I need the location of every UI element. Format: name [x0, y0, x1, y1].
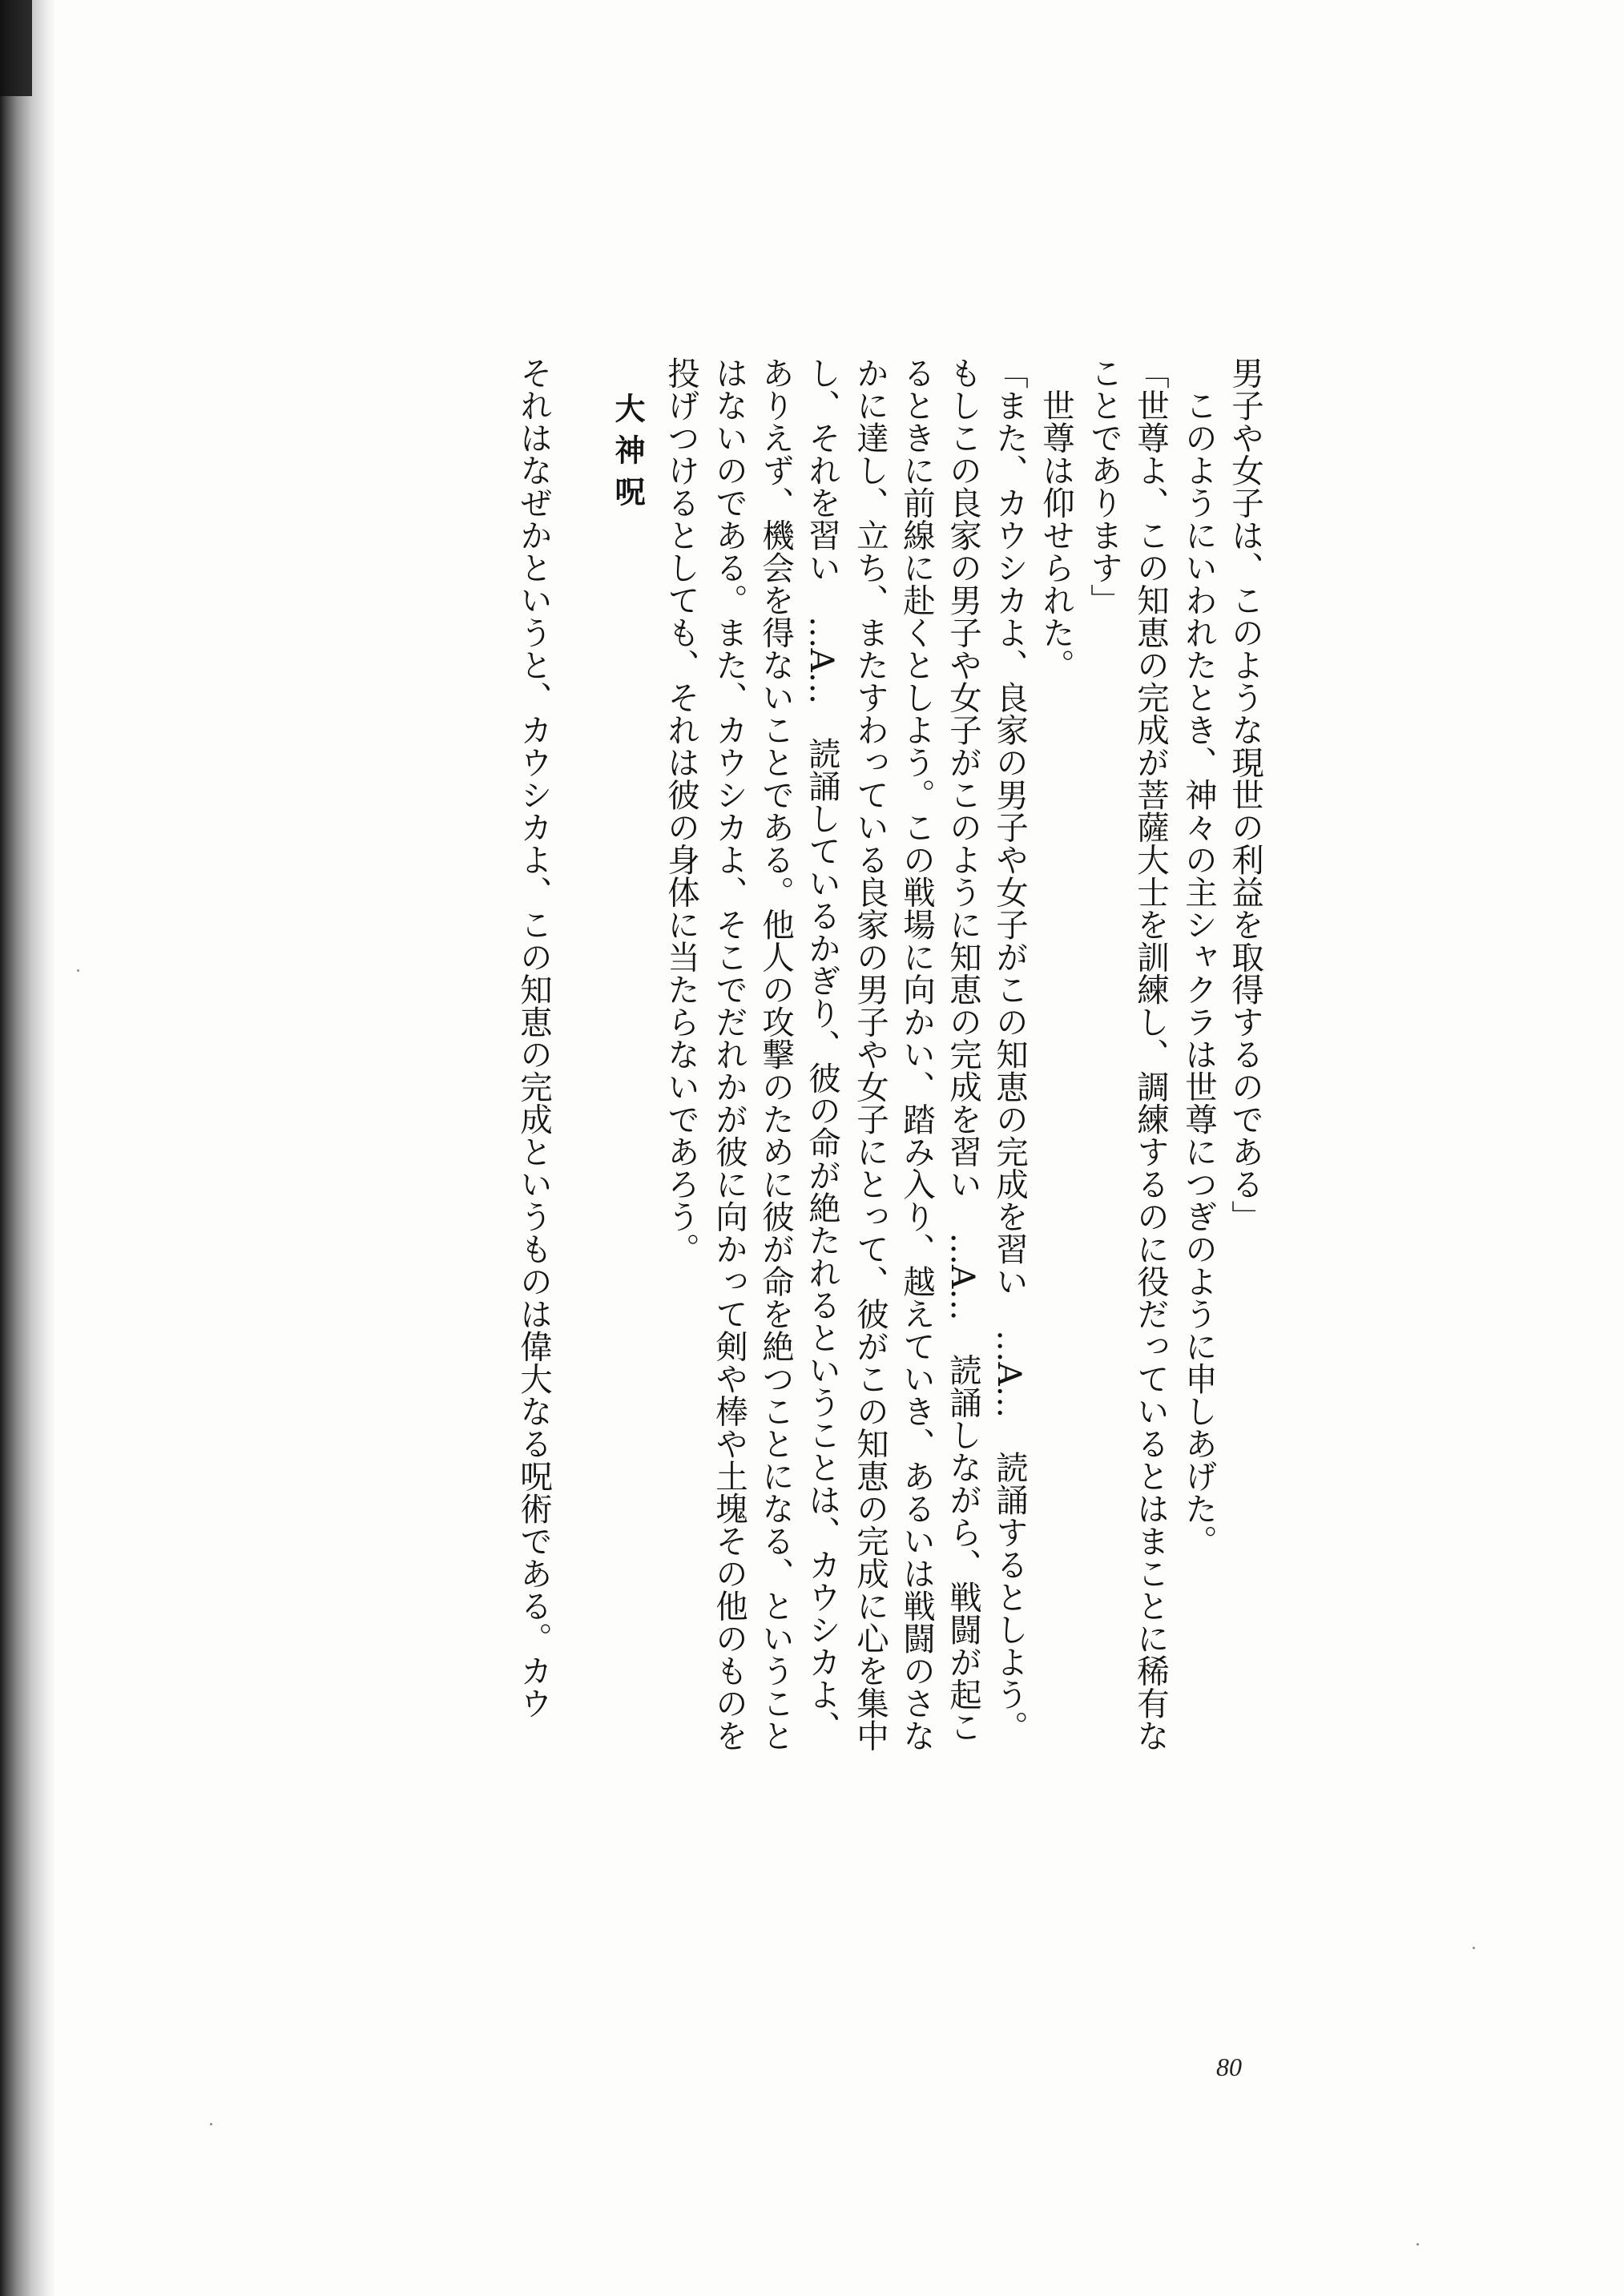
section-heading: 大神呪 — [610, 393, 645, 518]
text-column-7: もしこの良家の男子や女子がこのように知恵の完成を習い …A… 読誦しながら、戦闘が起こ — [944, 356, 982, 1743]
text-column-9: かに達し、立ち、またすわっている良家の男子や女子にとって、彼がこの知恵の完成に心を集中 — [851, 356, 889, 1752]
text-column-12: はないのである。また、カウシカよ、そこでだれかが彼に向かって剣や棒や土塊その他のものを — [710, 356, 748, 1752]
text-column-2: このようにいわれたとき、神々の主シャクラは世尊につぎのように申しあげた。 — [1179, 356, 1218, 1557]
text-column-4: ことであります」 — [1085, 356, 1123, 616]
text-column-10: し、それを習い …A… 読誦しているかぎり、彼の命が絶たれるということは、カウシカよ、 — [803, 356, 841, 1743]
scan-speck — [1473, 1947, 1475, 1949]
text-column-8: るときに前線に赴くとしよう。この戦場に向かい、踏み入り、越えていき、あるいは戦闘のさな — [897, 356, 936, 1752]
text-column-3: 「世尊よ、この知恵の完成が菩薩大士を訓練し、調練するのに役だっているとはまことに稀有な — [1131, 356, 1170, 1752]
scan-speck — [210, 2123, 212, 2125]
scan-speck — [1416, 2243, 1419, 2246]
binding-shadow — [0, 0, 56, 2296]
text-column-13: 投げつけるとしても、それは彼の身体に当たらないであろう。 — [662, 356, 700, 1265]
binding-shadow-corner — [0, 0, 32, 96]
text-column-5: 世尊は仰せられた。 — [1037, 356, 1075, 681]
section-text-column-1: それはなぜかというと、カウシカよ、この知恵の完成というものは偉大なる呪術である。カウ — [514, 356, 553, 1719]
page-number: 80 — [1216, 2052, 1242, 2081]
text-column-6: 「また、カウシカよ、良家の男子や女子がこの知恵の完成を習い …A… 読誦するとしよう。 — [990, 356, 1029, 1743]
text-column-11: ありえず、機会を得ないことである。他人の攻撃のために彼が命を絶つことになる、ということ — [756, 356, 795, 1752]
text-column-1: 男子や女子は、このような現世の利益を取得するのである」 — [1226, 356, 1264, 1233]
scan-speck — [77, 969, 79, 972]
